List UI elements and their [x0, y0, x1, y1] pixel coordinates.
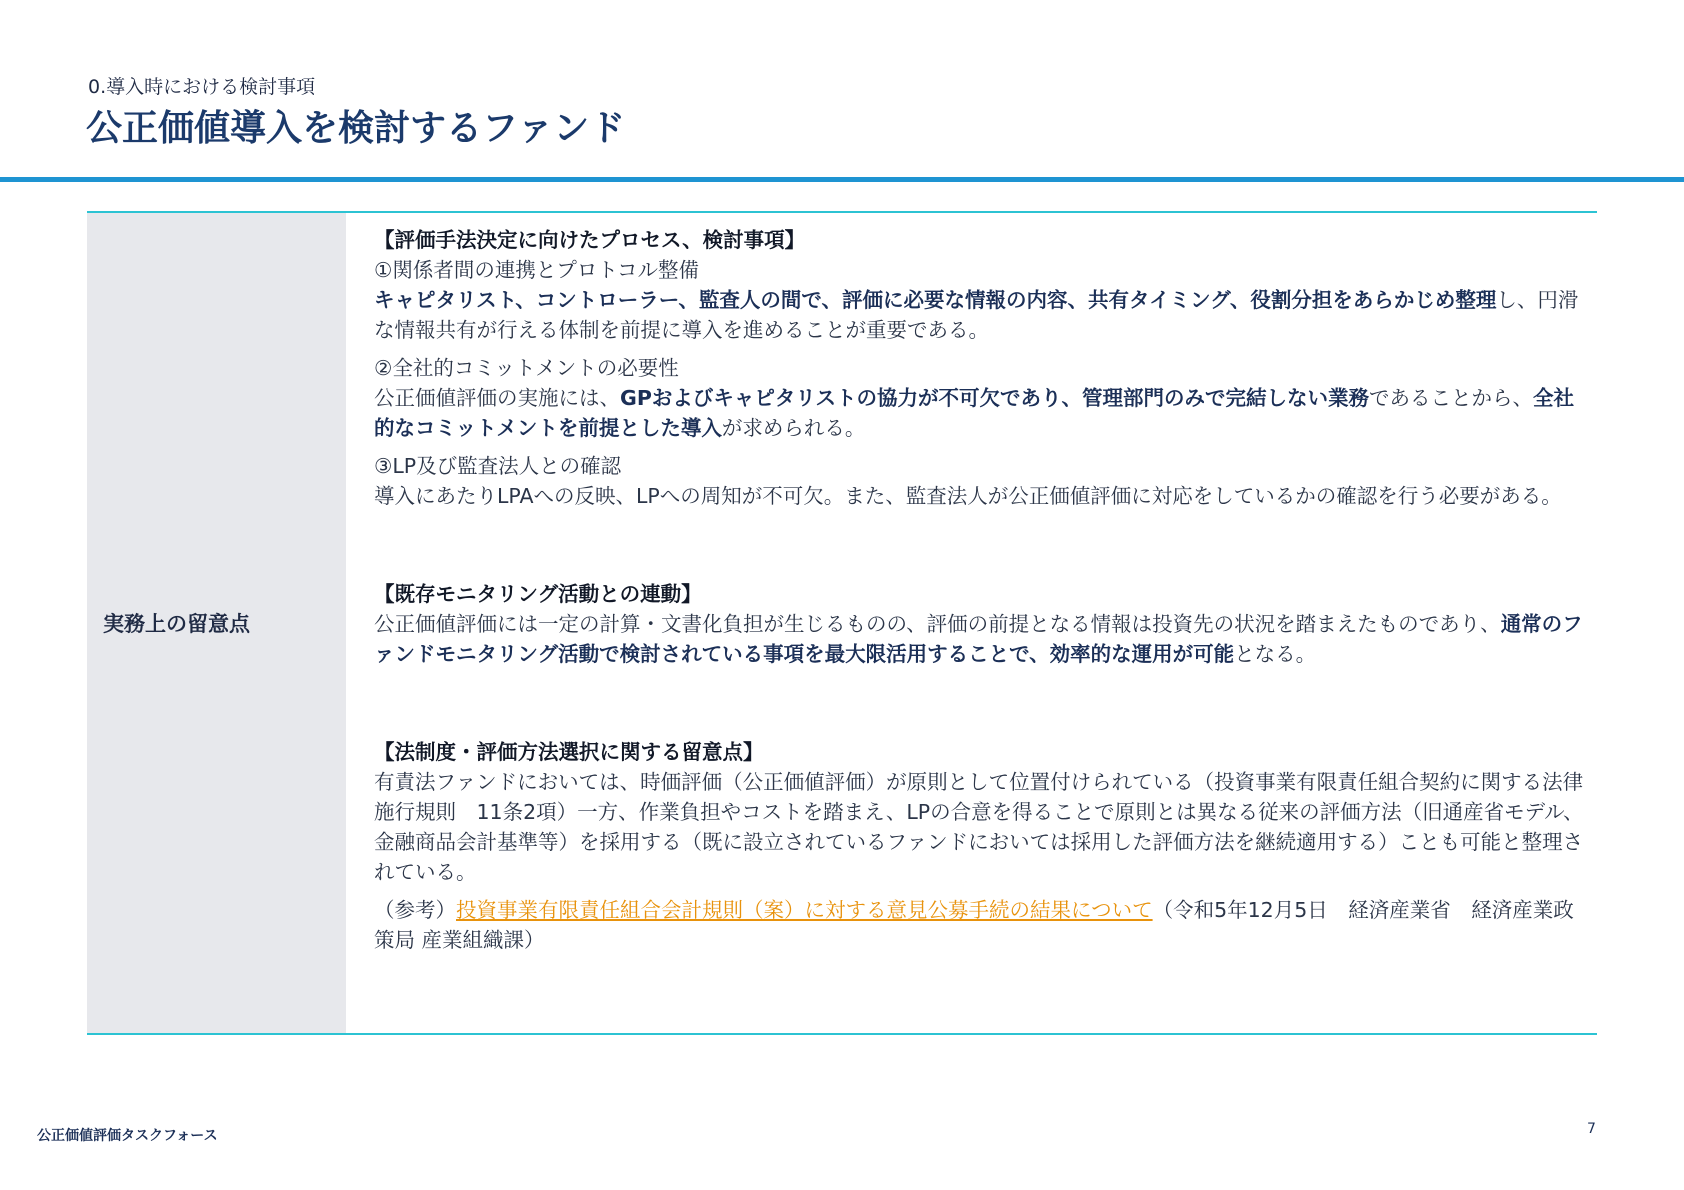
title-divider — [0, 177, 1684, 182]
content-cell — [374, 225, 1589, 963]
page-number: 7 — [1587, 1121, 1596, 1137]
monitoring-bold: 通常のファンドモニタリング活動で検討されている事項を最大限活用することで、効率的な運用が可能 — [374, 612, 1583, 666]
monitoring-text — [374, 609, 1589, 669]
item2-bold-a: GPおよびキャピタリストの協力が不可欠であり、管理部門のみで完結しない業務 — [620, 386, 1369, 410]
item3-heading: ③LP及び監査法人との確認 — [374, 454, 622, 478]
monitoring-text-c: となる。 — [1234, 642, 1317, 666]
item2-text-a: 公正価値評価の実施には、 — [374, 386, 620, 410]
reference-suffix: （令和5年12月5日 経済産業省 経済産業政策局 産業組織課） — [374, 898, 1574, 952]
considerations-table — [87, 211, 1597, 1035]
legal-text: 有責法ファンドにおいては、時価評価（公正価値評価）が原則として位置付けられている（投資事業有限責任組合契約に関する法律施行規則 11条2項）一方、作業負担やコストを踏まえ、LPの合意を得ることで原則とは異なる従来の評価方法（旧通産省モデル、金融商品会計基準等）を採用する（既に設立されているファンドにおいては採用した評価方法を継続適用する）ことも可能と整理されている。 — [374, 770, 1584, 884]
monitoring-heading: 【既存モニタリング活動との連動】 — [374, 582, 702, 606]
page-title: 公正価値導入を検討するファンド — [86, 108, 626, 149]
process-heading: 【評価手法決定に向けたプロセス、検討事項】 — [374, 228, 806, 252]
footer-organization: 公正価値評価タスクフォース — [37, 1128, 218, 1144]
item2-text-c: であることから、 — [1368, 386, 1533, 410]
section-subtitle: 0.導入時における検討事項 — [88, 76, 316, 98]
item2-text-e: が求められる。 — [721, 416, 866, 440]
reference-prefix: （参考） — [374, 898, 456, 922]
reference-text — [374, 895, 1589, 955]
item1-bold-text: キャピタリスト、コントローラー、監査人の間で、評価に必要な情報の内容、共有タイミング、役割分担をあらかじめ整理 — [374, 288, 1497, 312]
row-label: 実務上の留意点 — [103, 612, 250, 636]
item2-text — [374, 383, 1589, 443]
item1-text — [374, 285, 1589, 345]
item2-bold-b: 全社的なコミットメントを前提とした導入 — [374, 386, 1574, 440]
item1-heading: ①関係者間の連携とプロトコル整備 — [374, 258, 700, 282]
legal-heading: 【法制度・評価方法選択に関する留意点】 — [374, 740, 764, 764]
item1-rest-text: し、円滑な情報共有が行える体制を前提に導入を進めることが重要である。 — [374, 288, 1579, 342]
reference-link[interactable]: 投資事業有限責任組合会計規則（案）に対する意見公募手続の結果について — [456, 898, 1153, 922]
item3-text: 導入にあたりLPAへの反映、LPへの周知が不可欠。また、監査法人が公正価値評価に対応をしているかの確認を行う必要がある。 — [374, 484, 1562, 508]
row-label-cell — [87, 213, 346, 1033]
monitoring-text-a: 公正価値評価には一定の計算・文書化負担が生じるものの、評価の前提となる情報は投資先の状況を踏まえたものであり、 — [374, 612, 1501, 636]
item2-heading: ②全社的コミットメントの必要性 — [374, 356, 679, 380]
